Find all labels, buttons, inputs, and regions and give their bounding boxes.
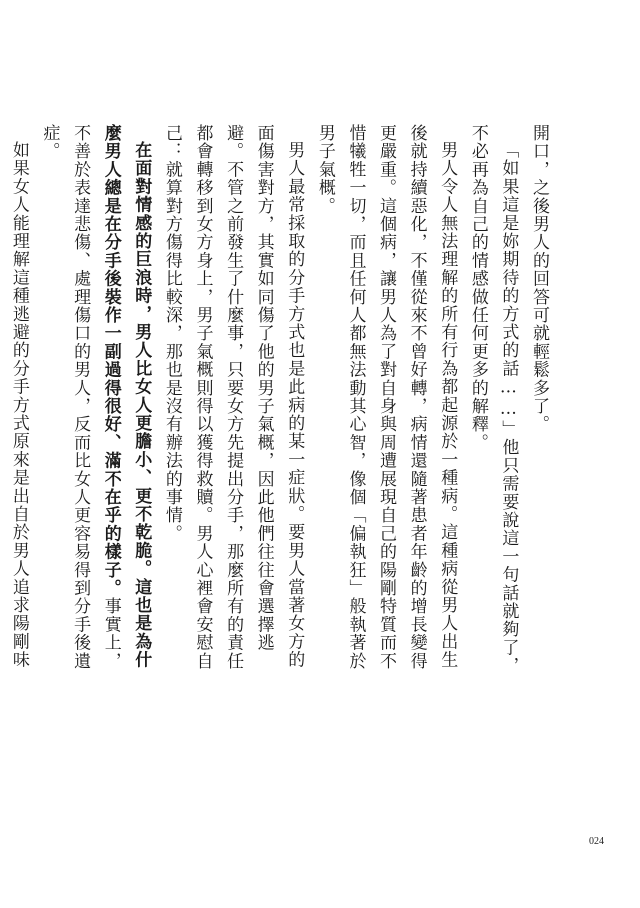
body-text: 如果女人能理解這種逃避的分手方式原來是出自於男人追求陽剛味: [8, 141, 29, 669]
page-number: 024: [589, 836, 604, 847]
paragraph: [156, 124, 309, 684]
paragraph: [462, 124, 523, 684]
paragraph: [34, 124, 156, 684]
body-text: 事實上，不善於表達悲傷、處理傷口的男人，反而比女人更容易得到分手後遺症。: [39, 124, 121, 671]
body-text: 男人令人無法理解的所有行為都起源於一種病。這種病從男人出生後就持續惡化，不僅從來不曾好轉，病情還隨著患者年齡的增長變得更嚴重。這個病，讓男人為了對自身與周遭展現自己的陽剛特質而不惜犧牲一切，而且任何人都無法動其心智，像個「偏執狂」般執著於男子氣概。: [314, 124, 458, 670]
body-text: 開口，之後男人的回答可就輕鬆多了。: [529, 124, 549, 434]
paragraph: [523, 124, 554, 684]
body-text: 男人最常採取的分手方式也是此病的某一症狀。要男人當著女方的面傷害對方，其實如同傷了他的男子氣概，因此他們往往會選擇逃避。不管之前發生了什麼事，只要女方先提出分手，那麼所有的責任都會轉移到女方身上，男子氣概則得以獲得救贖。男人心裡會安慰自己：就算對方傷得比較深，那也是沒有辦法的事情。: [161, 124, 305, 670]
paragraph: [309, 124, 462, 684]
body-text: 「如果這是妳期待的方式的話……」他只需要說這一句話就夠了，不必再為自己的情感做任何更多的解釋。: [467, 124, 519, 675]
vertical-text-body: [0, 124, 554, 684]
paragraph: [0, 124, 34, 684]
emphasized-text: 在面對情感的巨浪時，男人比女人更膽小、更不乾脆。這也是為什麼男人總是在分手後裝作一副過得很好、滿不在乎的樣子。: [100, 124, 152, 669]
